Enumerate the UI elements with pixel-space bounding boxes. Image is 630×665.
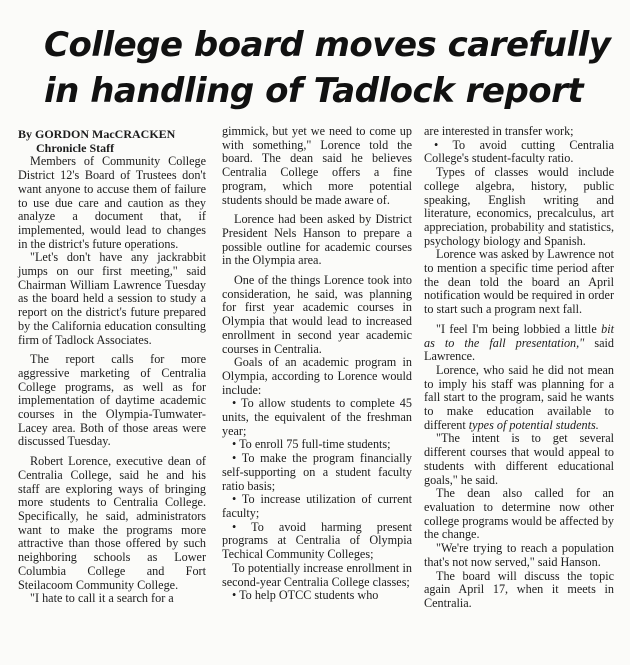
paragraph: Robert Lorence, executive dean of Centralia College, said he and his staff are exploring ways of bringing more students to Centralia College. Specifically, he said, administrators want to make the programs more attractive than those offered by such neighboring schools as Lower Columbia College and Fort Steilacoom Community College. bbox=[18, 454, 206, 592]
byline bbox=[18, 128, 206, 155]
italic-text: types of potential students. bbox=[468, 417, 599, 432]
bullet-item: To potentially increase enrollment in second-year Centralia College classes; bbox=[222, 560, 412, 589]
paragraph: Lorence had been asked by District President Nels Hanson to prepare a possible outline for academic courses in the Olympia area. bbox=[222, 212, 412, 268]
article-column-1 bbox=[18, 128, 206, 606]
paragraph: The board will discuss the topic again April 17, when it meets in Centralia. bbox=[424, 568, 614, 610]
bullet-item: • To avoid harming present programs at Centralia of Olympia Techical Community Colleges; bbox=[222, 519, 412, 562]
paragraph bbox=[424, 323, 614, 364]
paragraph: are interested in transfer work; bbox=[424, 124, 574, 138]
paragraph bbox=[424, 364, 614, 433]
paragraph: "I hate to call it a search for a bbox=[30, 591, 174, 606]
headline bbox=[44, 22, 611, 114]
paragraph: "We're trying to reach a population that's not now served," said Hanson. bbox=[424, 541, 614, 569]
paragraph: The dean also called for an evaluation to determine now other college programs would be affected by the change. bbox=[424, 486, 614, 542]
paragraph: Members of Community College District 12's Board of Trustees don't want anyone to accuse them of failure to use due care and caution as they analyze a document that, if implemented, would lead to changes in the district's future operations. bbox=[18, 154, 206, 251]
quote-text: "I feel I'm being lobbied a little bbox=[436, 321, 602, 336]
byline-staff: Chronicle Staff bbox=[36, 140, 115, 155]
bullet-item: • To make the program financially self-supporting on a student faculty ratio basis; bbox=[222, 451, 412, 493]
paragraph: The report calls for more aggressive marketing of Centralia College programs, as well as for implementation of daytime academic courses in the Olympia-Tumwater-Lacey area. Both of those areas were discussed Tuesday. bbox=[18, 352, 206, 449]
bullet-item: • To avoid cutting Centralia College's student-faculty ratio. bbox=[424, 137, 614, 166]
bullet-item: • To allow students to complete 45 units, the equivalent of the freshman year; bbox=[222, 396, 412, 438]
article-column-3 bbox=[424, 125, 614, 611]
paragraph-text: Lorence, who said he did not mean to imply his staff was planning for a fall start to the program, said he wants to make education available to different bbox=[424, 362, 614, 432]
paragraph: "The intent is to get several different courses that would appeal to students with different educational goals," he said. bbox=[424, 431, 614, 487]
attribution-text: said Lawrence. bbox=[424, 335, 614, 364]
paragraph: One of the things Lorence took into consideration, he said, was planning for first year academic courses in Olympia that would lead to increased enrollment in second year academic courses in Centralia. bbox=[222, 273, 412, 356]
bullet-item: • To increase utilization of current faculty; bbox=[222, 492, 412, 520]
quote-italic-text: bit as to the fall presentation," bbox=[424, 321, 614, 350]
paragraph: Lorence was asked by Lawrence not to mention a specific time period after the dean told the board an April notification would be required in order to start such a program next fall. bbox=[424, 247, 614, 317]
paragraph: Types of classes would include college algebra, history, public speaking, English writing and literature, economics, precalculus, art appreciation, probability and statistics, psychology biology and Spanish. bbox=[424, 165, 614, 248]
headline-line-1: College board moves carefully bbox=[44, 25, 611, 65]
bullet-item: • To enroll 75 full-time students; bbox=[232, 437, 391, 452]
byline-author: By GORDON MacCRACKEN bbox=[18, 127, 176, 141]
bullet-item: • To help OTCC students who bbox=[232, 588, 379, 603]
paragraph: gimmick, but yet we need to come up with something," Lorence told the board. The dean said he believes Centralia College offers a fine program, which more potential students should be made aware of. bbox=[222, 124, 412, 207]
paragraph: "Let's don't have any jackrabbit jumps on our first meeting," said Chairman William Lawrence Tuesday as the board held a session to study a report on the district's future prepared by the California education consulting firm of Tadlock Associates. bbox=[18, 250, 206, 347]
paragraph: Goals of an academic program in Olympia, according to Lorence would include: bbox=[222, 355, 412, 397]
article-column-2 bbox=[222, 125, 412, 603]
headline-line-2: in handling of Tadlock report bbox=[44, 71, 584, 111]
